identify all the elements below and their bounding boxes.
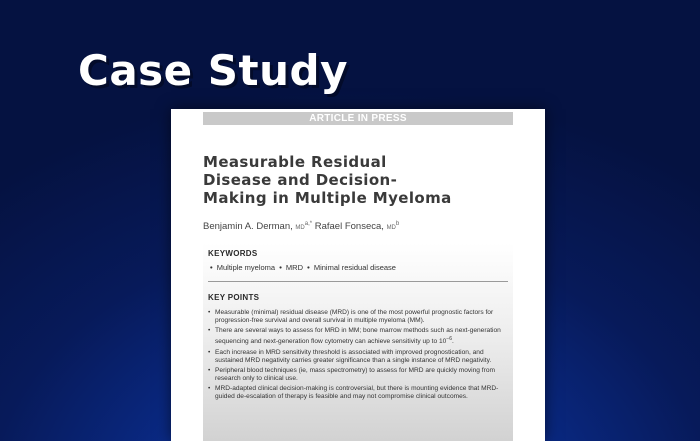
- article-title-line: Making in Multiple Myeloma: [203, 189, 452, 207]
- article-in-press-banner: ARTICLE IN PRESS: [203, 112, 513, 125]
- key-point: • Each increase in MRD sensitivity threshold is associated with improved prognostication, and sustained MRD negativity carries greater significance than a single instance of MRD negativity.: [208, 349, 508, 365]
- key-point: • Measurable (minimal) residual disease (MRD) is one of the most powerful prognostic factors for progression-free survival and overall survival in multiple myeloma (MM).: [208, 309, 508, 325]
- author-affiliation: b: [395, 221, 400, 227]
- keywords-heading: KEYWORDS: [208, 249, 258, 258]
- sensitivity-exponent: −6: [446, 336, 452, 343]
- key-point: • Peripheral blood techniques (ie, mass spectrometry) to assess for MRD are quickly moving from research only to clinical use.: [208, 367, 508, 383]
- author-line: [203, 221, 399, 232]
- abstract-box: [203, 243, 513, 441]
- keywords-list: [208, 263, 396, 272]
- article-page: [171, 109, 545, 441]
- article-title-line: Disease and Decision-: [203, 171, 398, 189]
- keyword: Minimal residual disease: [313, 263, 396, 272]
- key-points-list: [208, 309, 508, 403]
- key-point-period: .: [451, 338, 454, 346]
- author-name: Benjamin A. Derman,: [203, 221, 293, 233]
- author-affiliation: a,*: [304, 221, 313, 227]
- article-title: [203, 153, 503, 207]
- article-title-line: Measurable Residual: [203, 153, 387, 171]
- author-degree: MD: [295, 225, 305, 232]
- key-point: • MRD-adapted clinical decision-making is controversial, but there is mounting evidence that MRD-guided de-escalation of therapy is feasible and may not compromise clinical outcomes.: [208, 385, 508, 401]
- key-point-text: There are several ways to assess for MRD in MM; bone marrow methods such as next-generation sequencing and next-generation flow cytometry can achieve sensitivity up to 10: [215, 327, 501, 346]
- author-degree: MD: [386, 225, 396, 232]
- bullet-icon: •: [307, 263, 310, 272]
- section-divider: [208, 281, 508, 282]
- keyword: MRD: [285, 263, 304, 272]
- keyword: Multiple myeloma: [216, 263, 276, 272]
- author-name: Rafael Fonseca,: [314, 221, 384, 233]
- key-points-heading: KEY POINTS: [208, 293, 260, 302]
- bullet-icon: •: [279, 263, 282, 272]
- key-point: [208, 327, 508, 346]
- bullet-icon: •: [210, 263, 213, 272]
- case-study-heading: Case Study: [78, 46, 348, 95]
